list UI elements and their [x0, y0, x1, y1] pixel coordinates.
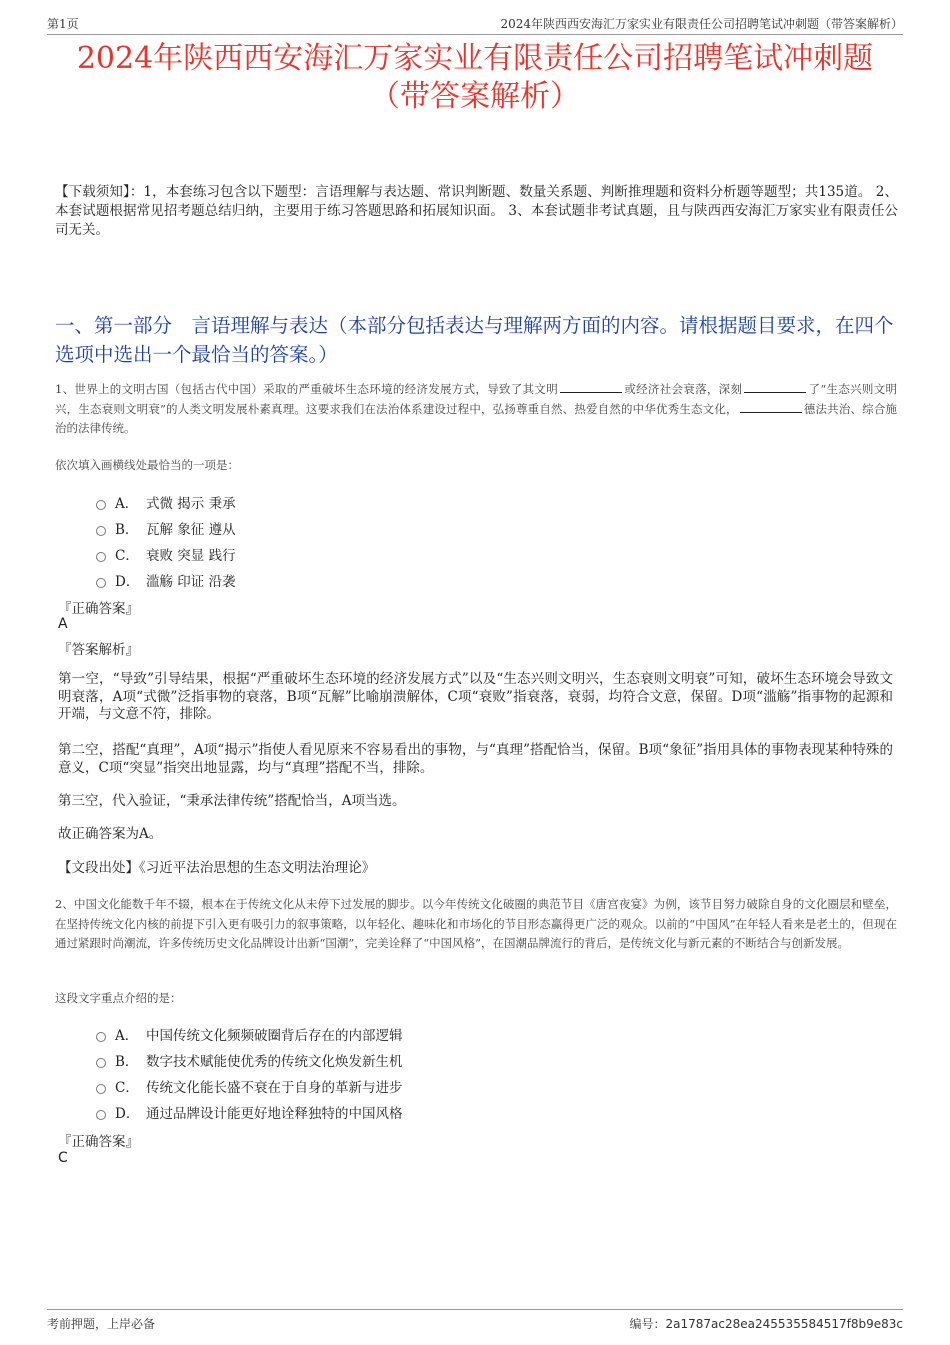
page-number: 第1页 [47, 17, 79, 31]
question-1-prompt: 依次填入画横线处最恰当的一项是： [55, 458, 239, 472]
radio-icon[interactable] [96, 1032, 106, 1042]
title-line-2: （带答案解析） [370, 79, 580, 114]
q2-option-c[interactable]: C． 传统文化能长盛不衰在于自身的革新与进步 [96, 1073, 403, 1099]
q1-analysis-para-1: 第一空，“导致”引导结果，根据“严重破坏生态环境的经济发展方式”以及“生态兴则文明兴，生态衰则文明衰”可知，破坏生态环境会导致文明衰落，A项“式微”泛指事物的衰落，B项“瓦解”比喻崩溃解体，C项“衰败”指衰落，衰弱，均符合文意，保留。D项“滥觞”指事物的起源和开端，与文意不符，排除。 [58, 671, 893, 722]
q1-text-c: 了“生态兴则文明兴，生态衰则文明衰”的人类文明发展朴素真理。这要求我们在法治体系建设过程中，弘扬尊重自然、热爱自然的中华优秀生态文化， [55, 382, 898, 416]
question-2-options [96, 1021, 403, 1125]
fill-blank-3 [740, 401, 802, 413]
q1-analysis-para-4: 故正确答案为A。 [58, 826, 163, 842]
q2-option-a[interactable]: A． 中国传统文化频频破圈背后存在的内部逻辑 [96, 1021, 403, 1047]
document-title [47, 40, 903, 116]
q2-option-d[interactable]: D． 通过品牌设计能更好地诠释独特的中国风格 [96, 1099, 403, 1125]
question-1-options [96, 489, 236, 593]
q1-option-c[interactable]: C． 衰败 突显 践行 [96, 541, 236, 567]
fill-blank-2 [744, 381, 806, 393]
q1-analysis-para-3: 第三空，代入验证，“秉承法律传统”搭配恰当，A项当选。 [58, 793, 406, 809]
question-2-text: 2、中国文化能数千年不辍，根本在于传统文化从未停下过发展的脚步。以今年传统文化破圈的典范节目《唐宫夜宴》为例，该节目努力破除自身的文化圈层和壁垒，在坚持传统文化内核的前提下引入更有吸引力的叙事策略，以年轻化、趣味化和市场化的节目形态赢得更广泛的观众。以前的“中国风”在年轻人看来是老土的，但现在通过紧跟时尚潮流，许多传统历史文化品牌设计出新“国潮”，完美诠释了“中国风格”，在国潮品牌流行的背后，是传统文化与新元素的不断结合与创新发展。 [55, 897, 897, 950]
q1-analysis-para-2: 第二空，搭配“真理”，A项“揭示”指使人看见原来不容易看出的事物，与“真理”搭配恰当，保留。B项“象征”指用具体的事物表现某种特殊的意义，C项“突显”指突出地显露，均与“真理”搭配不当，排除。 [58, 742, 893, 776]
radio-icon[interactable] [96, 526, 106, 536]
radio-icon[interactable] [96, 1058, 106, 1068]
download-notice: 【下载须知】：1，本套练习包含以下题型：言语理解与表达题、常识判断题、数量关系题、判断推理题和资料分析题等题型；共135道。 2、本套试题根据常见招考题总结归纳，主要用于练习答题思路和拓展知识面。 3、本套试题非考试真题，且与陕西西安海汇万家实业有限责任公司无关。 [55, 184, 898, 238]
q1-text-d: 德法共治、综合施治的法律传统。 [55, 401, 898, 435]
radio-icon[interactable] [96, 1110, 106, 1120]
header-doc-title: 2024年陕西西安海汇万家实业有限责任公司招聘笔试冲刺题（带答案解析） [500, 17, 903, 31]
q1-option-b[interactable]: B． 瓦解 象征 遵从 [96, 515, 236, 541]
page-header [47, 14, 903, 35]
q2-option-b[interactable]: B． 数字技术赋能使优秀的传统文化焕发新生机 [96, 1047, 403, 1073]
footer-code: 编号：2a1787ac28ea245535584517f8b9e83c [629, 1317, 903, 1331]
radio-icon[interactable] [96, 500, 106, 510]
footer-slogan: 考前押题，上岸必备 [47, 1317, 156, 1331]
q1-answer: A [58, 616, 68, 632]
q1-text-a: 1、世界上的文明古国（包括古代中国）采取的严重破坏生态环境的经济发展方式，导致了其文明 [55, 382, 559, 396]
q2-answer-label: 『正确答案』 [58, 1134, 139, 1150]
section-heading: 一、第一部分 言语理解与表达（本部分包括表达与理解两方面的内容。请根据题目要求，在四个选项中选出一个最恰当的答案。） [55, 314, 894, 366]
radio-icon[interactable] [96, 552, 106, 562]
q2-answer: C [58, 1150, 68, 1166]
question-2-prompt: 这段文字重点介绍的是： [55, 991, 182, 1005]
radio-icon[interactable] [96, 578, 106, 588]
q1-option-d[interactable]: D． 滥觞 印证 沿袭 [96, 567, 236, 593]
fill-blank-1 [560, 381, 622, 393]
q1-answer-label: 『正确答案』 [58, 601, 139, 617]
radio-icon[interactable] [96, 1084, 106, 1094]
question-1-text [55, 380, 897, 439]
q1-option-a[interactable]: A． 式微 揭示 秉承 [96, 489, 236, 515]
q1-source: 【文段出处】《习近平法治思想的生态文明法治理论》 [58, 860, 376, 876]
q1-analysis-label: 『答案解析』 [58, 642, 139, 658]
title-line-1: 2024年陕西西安海汇万家实业有限责任公司招聘笔试冲刺题 [76, 41, 874, 76]
q1-text-b: 或经济社会衰落，深刻 [624, 382, 743, 396]
page-footer [47, 1309, 903, 1334]
